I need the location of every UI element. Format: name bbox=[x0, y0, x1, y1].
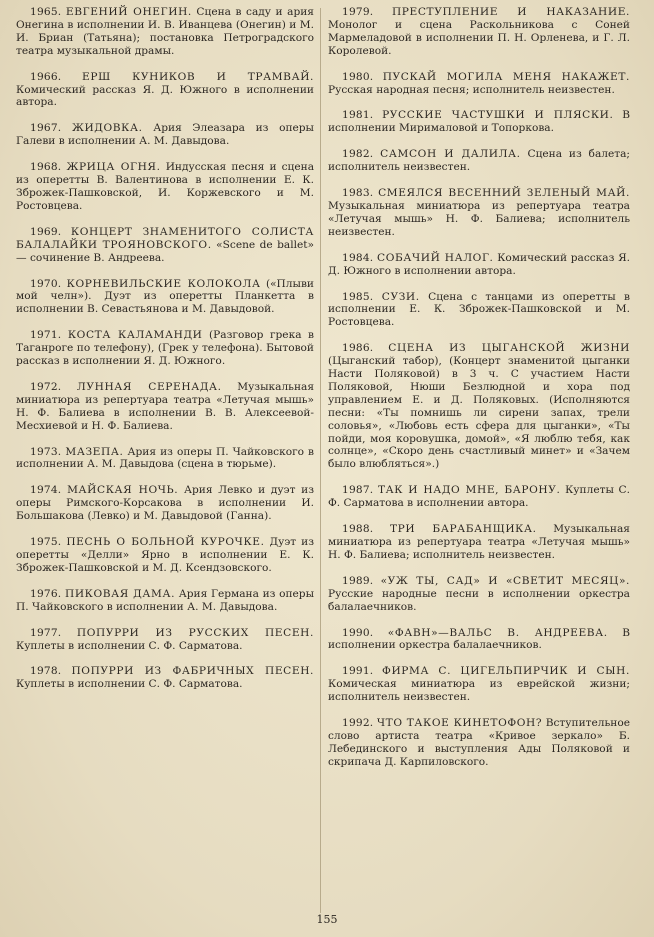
entry-description: Вступительное слово артиста театра «Кривое зеркало» Б. Лебединского и выступления Ады Поляковой и скрипача Д. Карпиловского. bbox=[328, 717, 630, 768]
entry-title: ПЕСНЬ О БОЛЬНОЙ КУРОЧКЕ. bbox=[66, 536, 265, 549]
catalog-entry bbox=[328, 252, 630, 278]
entry-title: «ФАВН»—ВАЛЬС В. АНДРЕЕВА. bbox=[387, 626, 608, 639]
entry-description: В исполнении Мирималовой и Топоркова. bbox=[328, 109, 630, 135]
entry-number: 1986. bbox=[342, 342, 374, 355]
column-divider bbox=[320, 8, 321, 913]
entry-number: 1976. bbox=[30, 587, 62, 600]
entry-title: ПИКОВАЯ ДАМА. bbox=[65, 587, 176, 600]
entry-description: Комический рассказ Я. Д. Южного в исполнении автора. bbox=[16, 83, 314, 109]
entry-number: 1987. bbox=[342, 484, 374, 497]
entry-description: Индусская песня и сцена из оперетты В. Валентинова в исполнении Е. К. Зброжек-Пашковской, И. Коржевского и М. Ростовцева. bbox=[16, 161, 315, 212]
entry-description: Ария Элеазара из оперы Галеви в исполнении А. М. Давыдова. bbox=[16, 122, 314, 148]
entry-number: 1980. bbox=[342, 70, 374, 83]
entry-number: 1978. bbox=[30, 665, 62, 678]
catalog-entry bbox=[328, 291, 630, 330]
catalog-entry bbox=[328, 665, 630, 704]
entry-number: 1969. bbox=[30, 225, 62, 238]
catalog-entry bbox=[328, 484, 630, 510]
entry-description: (Разговор грека в Таганроге по телефону), (Грек у телефона). Бытовой рассказ в исполнении Я. Д. Южного. bbox=[16, 329, 314, 368]
entry-title: РУССКИЕ ЧАСТУШКИ И ПЛЯСКИ. bbox=[382, 109, 614, 122]
catalog-entry bbox=[328, 109, 630, 135]
entry-description: (Цыганский табор), (Концерт знаменитой цыганки Насти Поляковой) в 3 ч. С участием Насти Поляковой, Нюши Безлюдной и хора под управлением Е. и Д. Поляковых. (Исполняются песни: «Ты помнишь ли сирени запах, трели соловья», «Любовь есть сфера для цыганки», «Ты пойди, моя коровушка, домой», «Я люблю тебя, как солнце», «Скоро день счастливый минет» и «Зачем было влюбляться».) bbox=[328, 355, 630, 471]
entry-title: ТАК И НАДО МНЕ, БАРОНУ. bbox=[377, 484, 561, 497]
entry-number: 1970. bbox=[30, 277, 62, 290]
entry-number: 1965. bbox=[30, 6, 62, 18]
entry-title: ПРЕСТУПЛЕНИЕ И НАКАЗАНИЕ. bbox=[391, 6, 631, 18]
entry-title: ФИРМА С. ЦИГЕЛЬПИРЧИК И СЫН. bbox=[382, 665, 630, 678]
entry-number: 1966. bbox=[30, 70, 62, 83]
right-column bbox=[328, 6, 630, 782]
entry-title: МАЙСКАЯ НОЧЬ. bbox=[67, 484, 179, 497]
entry-description: Монолог и сцена Раскольникова с Соней Мармеладовой в исполнении П. Н. Орленева, и Г. Л. Королевой. bbox=[328, 18, 630, 57]
catalog-entry bbox=[16, 627, 314, 653]
entry-description: Сцена в саду и ария Онегина в исполнении И. В. Иванцева (Онегин) и М. И. Бриан (Татьяна); постановка Петроградского театра музыкальной драмы. bbox=[16, 6, 314, 57]
entry-description: Комическая миниатюра из еврейской жизни; исполнитель неизвестен. bbox=[328, 678, 630, 704]
entry-number: 1971. bbox=[30, 329, 62, 342]
entry-number: 1989. bbox=[342, 574, 374, 587]
catalog-entry bbox=[16, 161, 314, 213]
entry-title: СОБАЧИЙ НАЛОГ. bbox=[377, 251, 494, 264]
entry-number: 1967. bbox=[30, 122, 62, 135]
entry-description: Музыкальная миниатюра из репертуара театра «Летучая мышь» Н. Ф. Балиева; исполнитель неизвестен. bbox=[328, 199, 630, 238]
entry-title: СУЗИ. bbox=[381, 290, 420, 303]
catalog-entry bbox=[328, 342, 630, 471]
entry-description: Куплеты С. Ф. Сарматова в исполнении автора. bbox=[328, 484, 630, 510]
entry-title: КОНЦЕРТ ЗНАМЕНИТОГО СОЛИСТА БАЛАЛАЙКИ ТРОЯНОВСКОГО. bbox=[16, 225, 315, 251]
entry-title: ЛУННАЯ СЕРЕНАДА. bbox=[76, 380, 222, 393]
entry-title: ЕВГЕНИЙ ОНЕГИН. bbox=[65, 6, 192, 18]
entry-title: ТРИ БАРАБАНЩИКА. bbox=[389, 523, 537, 536]
entry-description: Куплеты в исполнении С. Ф. Сарматова. bbox=[16, 678, 243, 691]
catalog-entry bbox=[328, 523, 630, 562]
entry-description: В исполнении оркестра балалаечников. bbox=[328, 626, 630, 652]
entry-number: 1983. bbox=[342, 187, 374, 200]
entry-description: Русские народные песни в исполнении оркестра балалаечников. bbox=[328, 587, 630, 613]
entry-title: ПОПУРРИ ИЗ РУССКИХ ПЕСЕН. bbox=[76, 626, 314, 639]
entry-title: КОРНЕВИЛЬСКИЕ КОЛОКОЛА bbox=[66, 277, 261, 290]
entry-description: («Плыви мой челн»). Дуэт из оперетты Планкетта в исполнении В. Севастьянова и М. Давыдовой. bbox=[16, 277, 314, 316]
entry-description: Ария Левко и дуэт из оперы Римского-Корсакова в исполнении И. Большакова (Левко) и М. Давыдовой (Ганна). bbox=[16, 484, 315, 523]
entry-number: 1974. bbox=[30, 484, 62, 497]
entry-title: ЖРИЦА ОГНЯ. bbox=[66, 161, 161, 174]
entry-description: Куплеты в исполнении С. Ф. Сарматова. bbox=[16, 639, 243, 652]
entry-title: МАЗЕПА. bbox=[65, 445, 124, 458]
catalog-entry bbox=[16, 588, 314, 614]
entry-title: ЕРШ КУНИКОВ И ТРАМВАЙ. bbox=[82, 70, 314, 83]
entry-number: 1990. bbox=[342, 626, 374, 639]
entry-description: Дуэт из оперетты «Делли» Ярно в исполнении Е. К. Зброжек-Пашковской и М. Д. Ксендзовского. bbox=[16, 536, 314, 574]
entry-title: СМЕЯЛСЯ ВЕСЕННИЙ ЗЕЛЕНЫЙ МАЙ. bbox=[378, 187, 630, 200]
catalog-entry bbox=[16, 329, 314, 368]
catalog-entry bbox=[16, 122, 314, 148]
catalog-entry bbox=[328, 627, 630, 653]
entry-number: 1968. bbox=[30, 161, 62, 174]
entry-description: Сцена из балета; исполнитель неизвестен. bbox=[328, 148, 630, 174]
catalog-entry bbox=[16, 278, 314, 317]
entry-number: 1988. bbox=[342, 523, 374, 536]
catalog-entry bbox=[328, 6, 630, 58]
entry-number: 1979. bbox=[342, 6, 374, 18]
entry-title: ЖИДОВКА. bbox=[71, 122, 143, 135]
entry-number: 1977. bbox=[30, 626, 62, 639]
catalog-entry bbox=[16, 381, 314, 433]
entry-description: Комический рассказ Я. Д. Южного в исполнении автора. bbox=[328, 251, 631, 277]
entry-number: 1972. bbox=[30, 380, 62, 393]
entry-description: Русская народная песня; исполнитель неизвестен. bbox=[328, 83, 615, 96]
catalog-entry bbox=[16, 226, 314, 265]
entry-number: 1991. bbox=[342, 665, 374, 678]
catalog-entry bbox=[328, 71, 630, 97]
entry-number: 1992. bbox=[342, 717, 374, 730]
entry-description: Сцена с танцами из оперетты в исполнении Е. К. Зброжек-Пашковской и М. Ростовцева. bbox=[328, 290, 630, 329]
catalog-entry bbox=[16, 71, 314, 110]
catalog-entry bbox=[328, 187, 630, 239]
entry-title: ЧТО ТАКОЕ КИНЕТОФОН? bbox=[376, 717, 543, 730]
catalog-entry bbox=[328, 717, 630, 769]
entry-number: 1973. bbox=[30, 445, 62, 458]
entry-number: 1975. bbox=[30, 536, 62, 549]
entry-number: 1985. bbox=[342, 290, 374, 303]
catalog-entry bbox=[16, 536, 314, 575]
catalog-entry bbox=[16, 484, 314, 523]
catalog-entry bbox=[328, 148, 630, 174]
entry-title: САМСОН И ДАЛИЛА. bbox=[380, 148, 521, 161]
entry-description: Ария Германа из оперы П. Чайковского в исполнении А. М. Давыдова. bbox=[16, 587, 315, 613]
entry-description: Музыкальная миниатюра из репертуара театра «Летучая мышь» Н. Ф. Балиева в исполнении В. В. Алексеевой-Месхиевой и Н. Ф. Балиева. bbox=[16, 380, 315, 432]
catalog-entry bbox=[328, 575, 630, 614]
entry-description: Музыкальная миниатюра из репертуара театра «Летучая мышь» Н. Ф. Балиева; исполнитель неизвестен. bbox=[328, 523, 630, 561]
catalog-entry bbox=[16, 665, 314, 691]
catalog-entry bbox=[16, 6, 314, 58]
entry-number: 1982. bbox=[342, 148, 374, 161]
catalog-entry bbox=[16, 446, 314, 472]
entry-description: «Scene de ballet» — сочинение В. Андреева. bbox=[16, 238, 315, 264]
entry-title: КОСТА КАЛАМАНДИ bbox=[67, 329, 203, 342]
entry-title: ПОПУРРИ ИЗ ФАБРИЧНЫХ ПЕСЕН. bbox=[71, 665, 314, 678]
entry-title: СЦЕНА ИЗ ЦЫГАНСКОЙ ЖИЗНИ bbox=[388, 342, 630, 355]
entry-description: Ария из оперы П. Чайковского в исполнении А. М. Давыдова (сцена в тюрьме). bbox=[16, 445, 315, 471]
left-column bbox=[16, 6, 314, 704]
page-number: 155 bbox=[316, 913, 338, 926]
entry-number: 1981. bbox=[342, 109, 374, 122]
entry-title: «УЖ ТЫ, САД» И «СВЕТИТ МЕСЯЦ». bbox=[380, 574, 631, 587]
entry-number: 1984. bbox=[342, 251, 374, 264]
entry-title: ПУСКАЙ МОГИЛА МЕНЯ НАКАЖЕТ. bbox=[382, 70, 630, 83]
